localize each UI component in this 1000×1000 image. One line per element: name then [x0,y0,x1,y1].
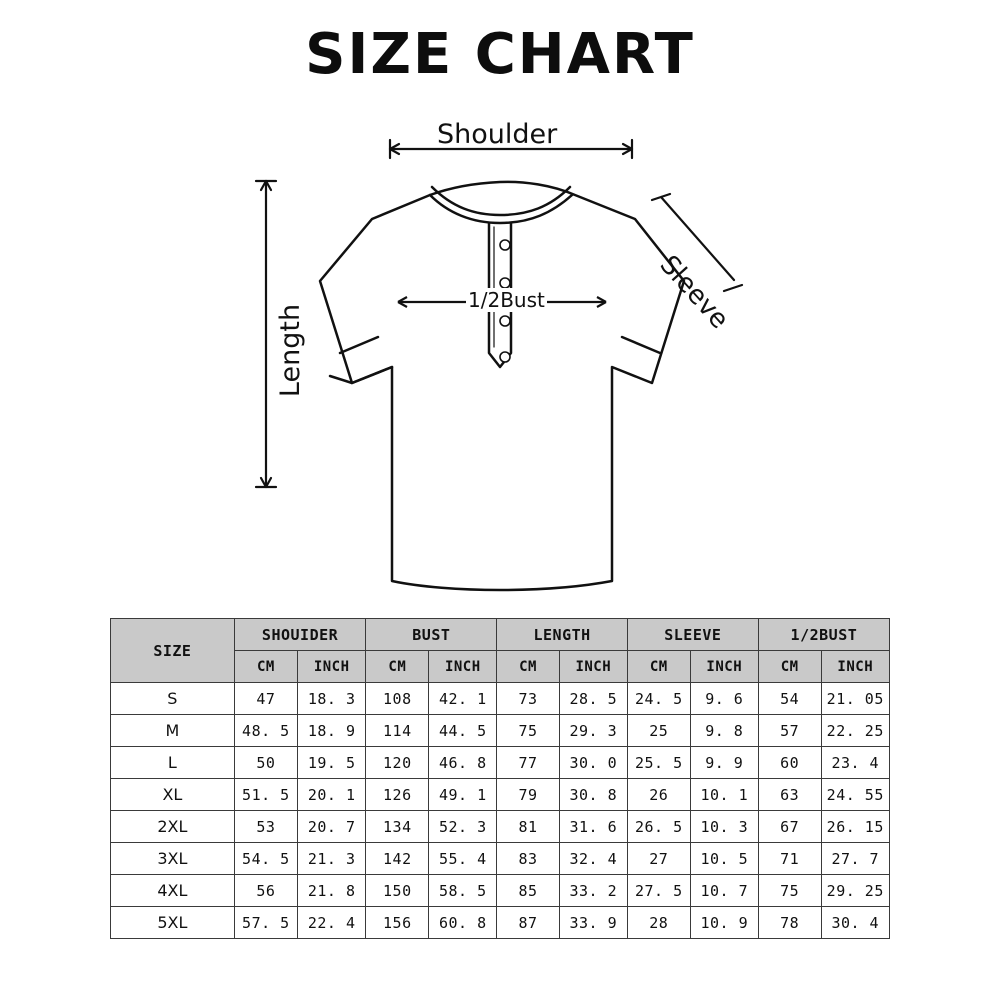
cell-half-bust-inch: 29. 25 [821,875,889,907]
cell-sleeve-inch: 9. 9 [690,747,758,779]
size-table-container [110,618,890,939]
cell-length-inch: 33. 2 [559,875,627,907]
header-unit-cm-length: CM [497,651,559,683]
left-sleeve-hem [330,367,392,383]
cell-bust-inch: 46. 8 [429,747,497,779]
cell-bust-inch: 49. 1 [429,779,497,811]
header-length: LENGTH [497,619,628,651]
cell-length-cm: 87 [497,907,559,939]
cell-shoulder-cm: 57. 5 [234,907,297,939]
shoulder-label: Shoulder [437,119,558,150]
cell-sleeve-inch: 10. 9 [690,907,758,939]
cell-length-inch: 32. 4 [559,843,627,875]
cell-half-bust-inch: 23. 4 [821,747,889,779]
half-bust-label: 1/2Bust [468,288,545,312]
cell-shoulder-cm: 54. 5 [234,843,297,875]
header-unit-cm-sleeve: CM [627,651,690,683]
table-row [111,843,890,875]
cell-sleeve-cm: 27 [627,843,690,875]
cell-sleeve-cm: 28 [627,907,690,939]
header-size: SIZE [111,619,235,683]
cell-shoulder-inch: 21. 8 [298,875,366,907]
cell-size: L [111,747,235,779]
cell-bust-inch: 42. 1 [429,683,497,715]
cell-size: XL [111,779,235,811]
left-sleeve-hem-line [340,337,378,353]
cell-half-bust-inch: 24. 55 [821,779,889,811]
cell-bust-cm: 126 [366,779,429,811]
cell-length-cm: 79 [497,779,559,811]
cell-size: 2XL [111,811,235,843]
cell-bust-cm: 142 [366,843,429,875]
cell-half-bust-inch: 21. 05 [821,683,889,715]
cell-size: 4XL [111,875,235,907]
cell-shoulder-inch: 18. 9 [298,715,366,747]
cell-shoulder-inch: 20. 7 [298,811,366,843]
cell-length-cm: 73 [497,683,559,715]
cell-sleeve-inch: 9. 6 [690,683,758,715]
header-bust: BUST [366,619,497,651]
cell-half-bust-cm: 60 [758,747,821,779]
cell-length-cm: 85 [497,875,559,907]
cell-length-inch: 33. 9 [559,907,627,939]
header-shoulder: SHOUIDER [234,619,366,651]
table-body [111,683,890,939]
header-unit-cm-bust: CM [366,651,429,683]
cell-half-bust-cm: 57 [758,715,821,747]
cell-length-cm: 77 [497,747,559,779]
cell-bust-inch: 58. 5 [429,875,497,907]
garment-illustration [0,95,1000,605]
collar-inner-line [430,195,572,223]
table-row [111,811,890,843]
cell-sleeve-inch: 10. 5 [690,843,758,875]
cell-half-bust-cm: 67 [758,811,821,843]
cell-bust-cm: 108 [366,683,429,715]
cell-size: S [111,683,235,715]
header-unit-inch-shoulder: INCH [298,651,366,683]
length-dimension-line [256,181,276,487]
table-row [111,747,890,779]
cell-half-bust-inch: 22. 25 [821,715,889,747]
cell-half-bust-cm: 78 [758,907,821,939]
cell-length-inch: 30. 8 [559,779,627,811]
shirt-diagram-svg [0,95,1000,605]
cell-half-bust-cm: 54 [758,683,821,715]
cell-half-bust-cm: 63 [758,779,821,811]
table-row [111,779,890,811]
cell-bust-cm: 120 [366,747,429,779]
cell-length-inch: 29. 3 [559,715,627,747]
cell-shoulder-inch: 22. 4 [298,907,366,939]
size-table [110,618,890,939]
cell-length-inch: 30. 0 [559,747,627,779]
cell-shoulder-cm: 56 [234,875,297,907]
cell-half-bust-inch: 30. 4 [821,907,889,939]
header-unit-inch-bust: INCH [429,651,497,683]
cell-half-bust-cm: 75 [758,875,821,907]
page-title: SIZE CHART [305,22,695,87]
table-head [111,619,890,683]
cell-length-cm: 75 [497,715,559,747]
cell-half-bust-inch: 27. 7 [821,843,889,875]
header-half-bust: 1/2BUST [758,619,889,651]
header-unit-inch-sleeve: INCH [690,651,758,683]
cell-half-bust-inch: 26. 15 [821,811,889,843]
cell-half-bust-cm: 71 [758,843,821,875]
cell-shoulder-cm: 50 [234,747,297,779]
header-unit-cm-half-bust: CM [758,651,821,683]
cell-shoulder-inch: 20. 1 [298,779,366,811]
header-sleeve: SLEEVE [627,619,758,651]
cell-shoulder-cm: 48. 5 [234,715,297,747]
length-label: Length [275,303,307,398]
cell-bust-cm: 114 [366,715,429,747]
sleeve-label: Sleeve [653,250,735,335]
cell-size: M [111,715,235,747]
table-row [111,907,890,939]
cell-length-cm: 83 [497,843,559,875]
cell-length-inch: 31. 6 [559,811,627,843]
cell-bust-cm: 150 [366,875,429,907]
cell-bust-inch: 52. 3 [429,811,497,843]
cell-sleeve-inch: 10. 1 [690,779,758,811]
cell-shoulder-cm: 51. 5 [234,779,297,811]
cell-shoulder-cm: 47 [234,683,297,715]
cell-size: 5XL [111,907,235,939]
cell-shoulder-inch: 18. 3 [298,683,366,715]
cell-sleeve-cm: 24. 5 [627,683,690,715]
table-row [111,715,890,747]
cell-sleeve-inch: 10. 7 [690,875,758,907]
header-unit-inch-length: INCH [559,651,627,683]
cell-sleeve-inch: 9. 8 [690,715,758,747]
header-unit-inch-half-bust: INCH [821,651,889,683]
cell-size: 3XL [111,843,235,875]
cell-length-cm: 81 [497,811,559,843]
cell-sleeve-cm: 25 [627,715,690,747]
cell-shoulder-inch: 21. 3 [298,843,366,875]
cell-length-inch: 28. 5 [559,683,627,715]
cell-bust-cm: 156 [366,907,429,939]
cell-sleeve-cm: 27. 5 [627,875,690,907]
cell-sleeve-inch: 10. 3 [690,811,758,843]
table-header-row-measurements [111,619,890,651]
cell-shoulder-cm: 53 [234,811,297,843]
cell-sleeve-cm: 26. 5 [627,811,690,843]
cell-bust-cm: 134 [366,811,429,843]
table-row [111,875,890,907]
cell-sleeve-cm: 25. 5 [627,747,690,779]
header-unit-cm-shoulder: CM [234,651,297,683]
cell-sleeve-cm: 26 [627,779,690,811]
table-row [111,683,890,715]
right-sleeve-hem-line [622,337,660,353]
cell-bust-inch: 55. 4 [429,843,497,875]
cell-bust-inch: 44. 5 [429,715,497,747]
cell-shoulder-inch: 19. 5 [298,747,366,779]
cell-bust-inch: 60. 8 [429,907,497,939]
